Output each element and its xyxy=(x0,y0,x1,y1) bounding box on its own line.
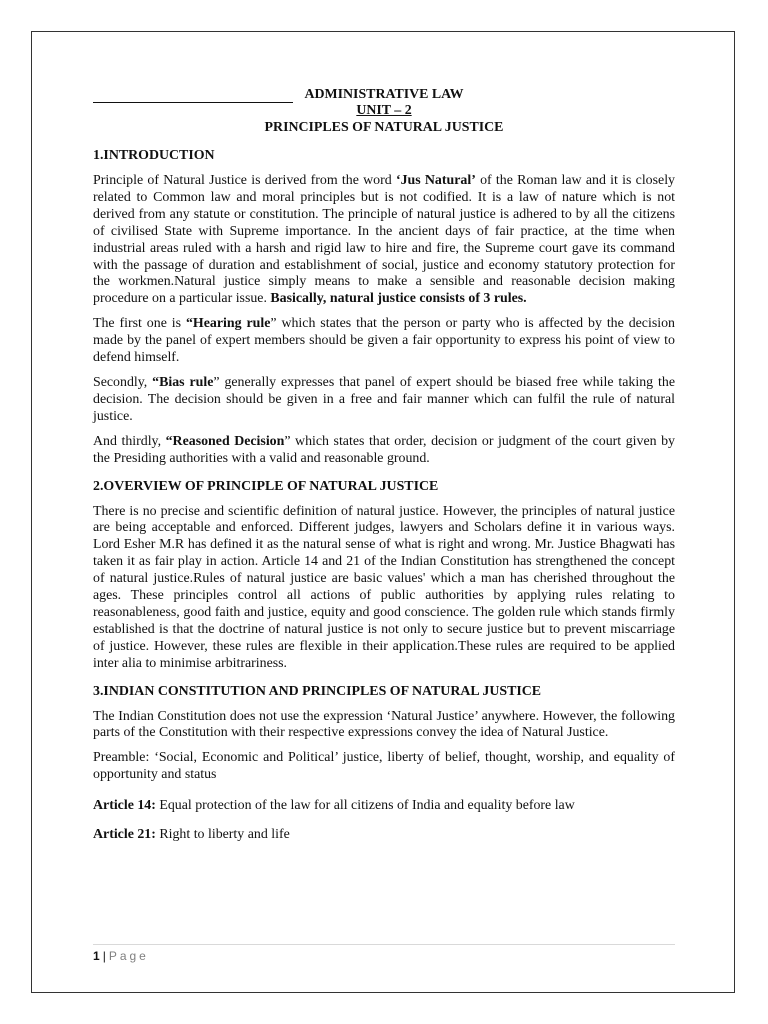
text-run: And thirdly, xyxy=(93,433,166,449)
document-title: ADMINISTRATIVE LAW xyxy=(304,87,464,102)
page-footer xyxy=(93,944,675,963)
text-run: Principle of Natural Justice is derived from the word xyxy=(93,173,396,188)
document-subtitle: PRINCIPLES OF NATURAL JUSTICE xyxy=(264,120,504,135)
text-run: ” generally expresses that panel of expert should be biased free while taking the decision. The decision should be given in a free and fair manner which can fulfil the rule of natural justice. xyxy=(93,374,675,424)
article-21-label: Article 21: xyxy=(93,827,156,843)
preamble-paragraph: Preamble: ‘Social, Economic and Political’ justice, liberty of belief, thought, worship, and equality of opportunity and status xyxy=(93,750,675,783)
article-14-label: Article 14: xyxy=(93,798,156,814)
section-heading-introduction: 1.INTRODUCTION xyxy=(93,148,215,163)
text-run: Secondly, xyxy=(93,374,153,390)
text-run: of the Roman law and it is closely related to Common law and moral principles but is not codified. It is a law of nature which is not derived from any statute or constitution. The principle of natural justice is adhered to by all the citizens of civilised State with Supreme importance. In the ancient days of fair practice, at the time when industrial areas ruled with a harsh and rigid law to hire and fire, the Supreme court gave its command with the passage of duration and establishment of social, justice and economy statutory protection for the workmen.Natural justice simply means to make a sensible and reasonable decision making procedure on a particular issue. xyxy=(93,173,675,307)
constitution-paragraph-1: The Indian Constitution does not use the expression ‘Natural Justice’ anywhere. However, the following parts of the Constitution with their respective expressions convey the idea of Natural Justice. xyxy=(93,708,675,741)
unit-text: UNIT – 2 xyxy=(356,103,412,118)
overview-paragraph: There is no precise and scientific definition of natural justice. However, the principles of natural justice are being acceptable and enforced. Different judges, lawyers and Scholars define it in various ways. Lord Esher M.R has defined it as the natural sense of what is right and wrong. Mr. Justice Bhagwati has taken it as fair play in action. Article 14 and 21 of the Indian Constitution has strengthened the concept of natural justice.Rules of natural justice are basic values' which a man has cherished throughout the ages. These principles control all actions of public authorities by applying rules relating to reasonableness, good faith and justice, equity and good conscience. The golden rule which stands firmly established is that the doctrine of natural justice is not only to secure justice but to prevent miscarriage of justice. However, these rules are flexible in their application.These rules are required to be applied inter alia to minimise arbitrariness. xyxy=(93,503,675,671)
section-heading-constitution: 3.INDIAN CONSTITUTION AND PRINCIPLES OF NATURAL JUSTICE xyxy=(93,683,542,699)
bold-term: ‘Jus Natural’ xyxy=(395,173,476,188)
article-14-text: Equal protection of the law for all citizens of India and equality before law xyxy=(155,798,575,814)
bold-term: “Reasoned Decision xyxy=(165,433,285,449)
text-run: The first one is xyxy=(93,316,186,332)
document-body xyxy=(93,87,675,852)
intro-paragraph-4 xyxy=(93,434,675,468)
title-block xyxy=(93,87,675,137)
text-run: ” which states that the person or party who is affected by the decision made by the panel of expert members should be given a fair opportunity to express his point of view to defend himself. xyxy=(93,316,675,366)
text-run: ” which states that order, decision or judgment of the court given by the Presiding authorities with a valid and reasonable ground. xyxy=(93,433,675,466)
bold-term: “Bias rule xyxy=(152,374,214,390)
bold-term: “Hearing rule xyxy=(185,316,271,332)
intro-paragraph-2 xyxy=(93,316,675,367)
footer-separator: | xyxy=(102,949,106,963)
section-heading-overview: 2.OVERVIEW OF PRINCIPLE OF NATURAL JUSTICE xyxy=(93,478,439,494)
intro-paragraph-3 xyxy=(93,375,675,426)
page-label: Page xyxy=(108,949,149,963)
bold-sentence: Basically, natural justice consists of 3 rules. xyxy=(270,291,527,307)
page-number: 1 xyxy=(93,949,100,963)
unit-label xyxy=(93,103,675,120)
intro-paragraph-1 xyxy=(93,173,675,308)
article-21-paragraph xyxy=(93,827,675,844)
article-21-text: Right to liberty and life xyxy=(155,827,290,843)
article-14-paragraph xyxy=(93,798,675,815)
